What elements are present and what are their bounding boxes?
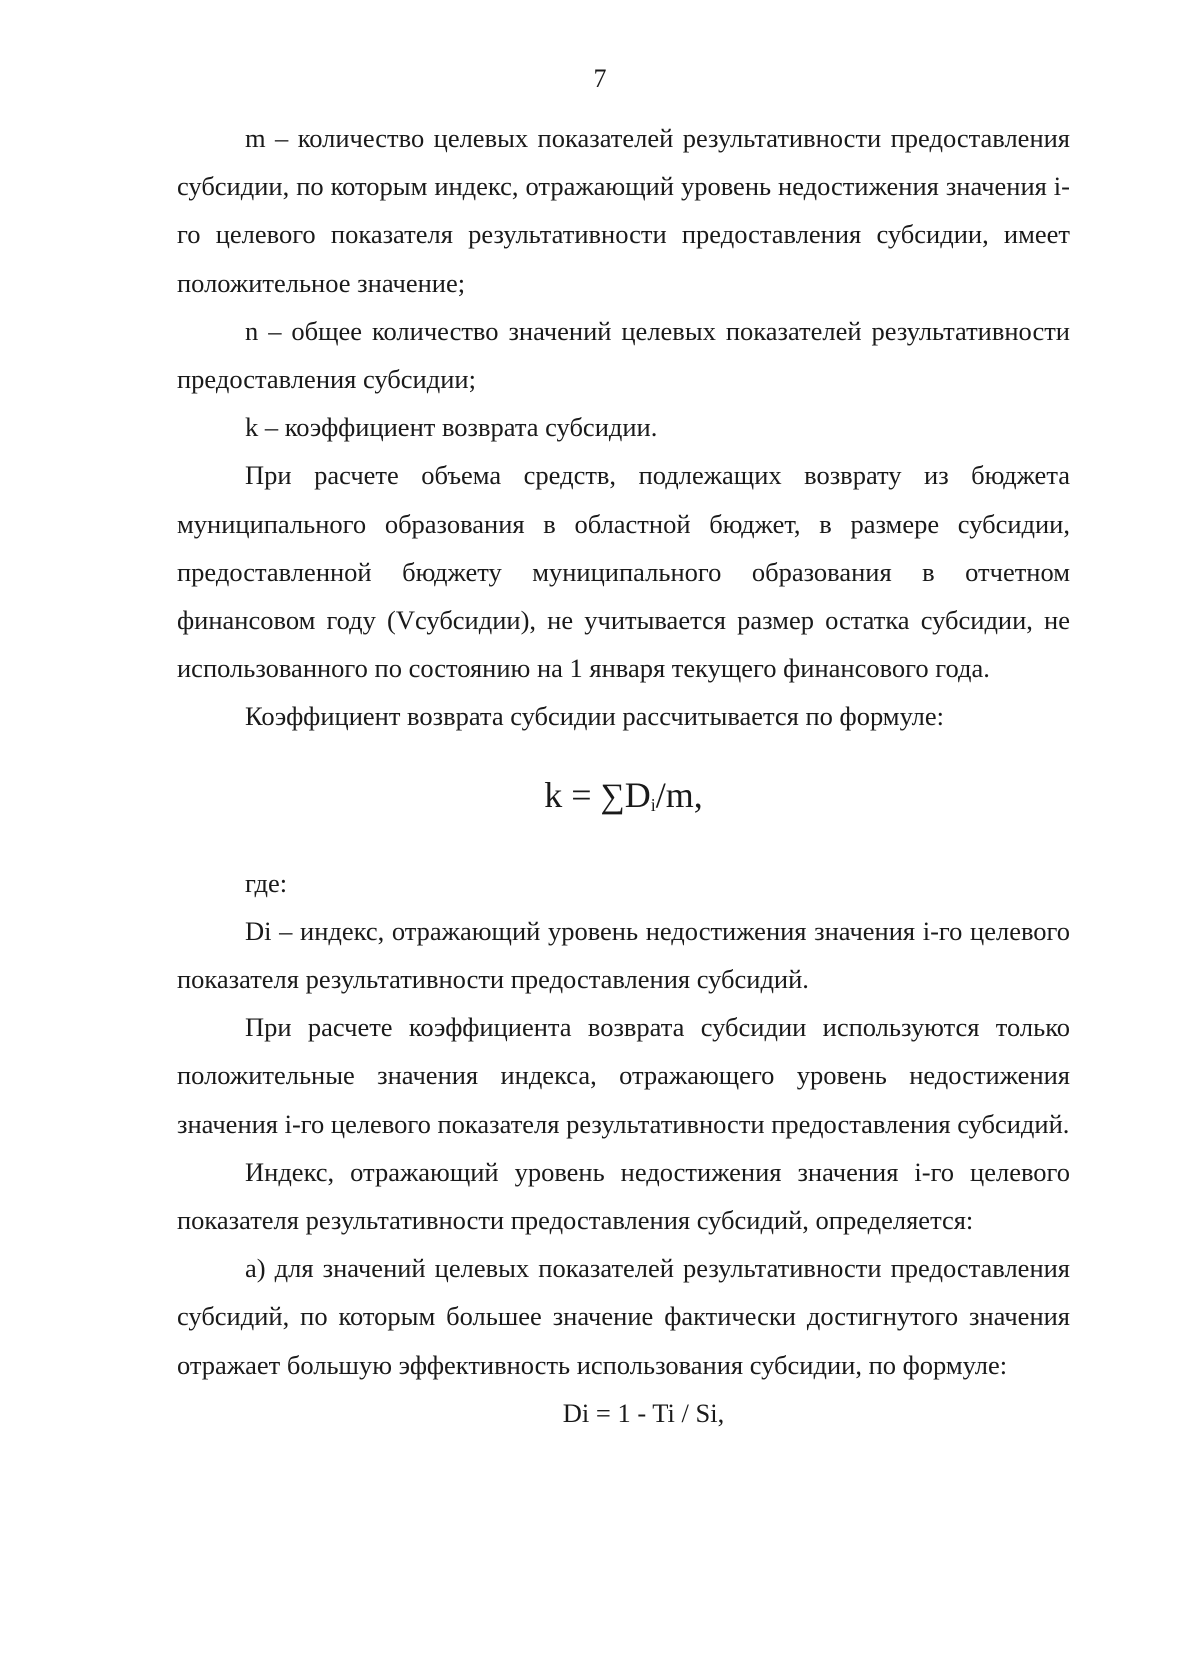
formula-k-left: k = [544,774,601,815]
page-number: 7 [593,64,607,93]
paragraph-item-a: а) для значений целевых показателей результативности предоставления субсидий, по которым большее значение фактически достигнутого значения отражает большую эффективность использования субсидии, по формуле: [177,1253,1070,1380]
formula-k-d: D [624,774,651,815]
paragraph-index-determined: Индекс, отражающий уровень недостижения значения i-го целевого показателя результативности предоставления субсидий, определяется: [177,1156,1070,1236]
formula-di: Di = 1 - Ti / Si, [562,1397,725,1428]
paragraph-where: где: [245,867,288,898]
paragraph-n-definition: n – общее количество значений целевых показателей результативности предоставления субсидии; [177,315,1070,395]
sum-symbol: ∑ [600,777,625,815]
paragraph-formula-intro: Коэффициент возврата субсидии рассчитывается по формуле: [245,701,945,732]
paragraph-m-definition: m – количество целевых показателей результативности предоставления субсидии, по которым индекс, отражающий уровень недостижения значения i-го целевого показателя результативности предоставления субсидии, имеет положительное значение; [177,123,1070,298]
paragraph-k-definition: k – коэффициент возврата субсидии. [245,412,658,443]
formula-k-subscript: i [650,794,656,815]
paragraph-di-definition: Di – индекс, отражающий уровень недостижения значения i-го целевого показателя результативности предоставления субсидий. [177,915,1070,995]
formula-k-rest: /m, [655,774,703,815]
formula-k [177,741,1070,859]
document-body [177,114,1070,1437]
paragraph-positive-values: При расчете коэффициента возврата субсидии используются только положительные значения индекса, отражающего уровень недостижения значения i-го целевого показателя результативности предоставления субсидий. [177,1012,1070,1139]
paragraph-calculation-rule: При расчете объема средств, подлежащих возврату из бюджета муниципального образования в областной бюджет, в размере субсидии, предоставленной бюджету муниципального образования в отчетном финансовом году (Vсубсидии), не учитывается размер остатка субсидии, не использованного по состоянию на 1 января текущего финансового года. [177,460,1070,684]
